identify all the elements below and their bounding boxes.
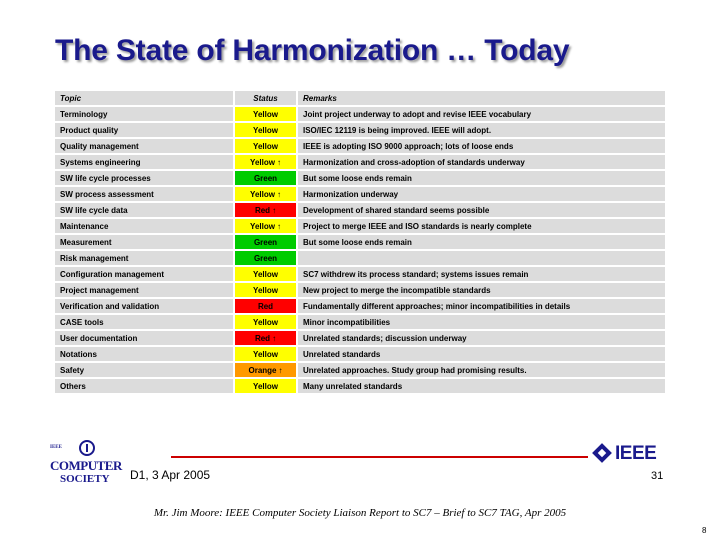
row-remarks: Unrelated standards; discussion underway xyxy=(297,330,666,346)
row-status xyxy=(234,234,297,250)
ieee-emblem-icon xyxy=(79,440,95,456)
up-arrow-icon: ↑ xyxy=(272,205,277,215)
harmonization-table-wrapper xyxy=(53,89,665,395)
logo-society: SOCIETY xyxy=(60,473,110,485)
row-status xyxy=(234,378,297,394)
row-remarks: Many unrelated standards xyxy=(297,378,666,394)
row-status xyxy=(234,170,297,186)
row-remarks: SC7 withdrew its process standard; systems issues remain xyxy=(297,266,666,282)
status-label: Yellow xyxy=(253,381,278,391)
ieee-logo xyxy=(593,443,673,465)
row-topic: SW process assessment xyxy=(54,186,234,202)
header-status: Status xyxy=(234,90,297,106)
up-arrow-icon: ↑ xyxy=(276,221,281,231)
row-remarks: Development of shared standard seems possible xyxy=(297,202,666,218)
status-label: Yellow xyxy=(250,221,275,231)
logo-ieee-small: IEEE xyxy=(50,445,62,450)
table-row xyxy=(54,154,666,170)
row-status xyxy=(234,122,297,138)
table-row xyxy=(54,346,666,362)
slide-title: The State of Harmonization … Today xyxy=(55,34,570,67)
row-remarks: IEEE is adopting ISO 9000 approach; lots of loose ends xyxy=(297,138,666,154)
row-topic: Others xyxy=(54,378,234,394)
row-remarks: But some loose ends remain xyxy=(297,234,666,250)
table-row xyxy=(54,250,666,266)
harmonization-table xyxy=(53,89,667,395)
up-arrow-icon: ↑ xyxy=(276,157,281,167)
table-header-row xyxy=(54,90,666,106)
row-remarks xyxy=(297,250,666,266)
row-remarks: Harmonization and cross-adoption of standards underway xyxy=(297,154,666,170)
row-remarks: Unrelated approaches. Study group had promising results. xyxy=(297,362,666,378)
table-row xyxy=(54,362,666,378)
header-topic: Topic xyxy=(54,90,234,106)
slide-caption: Mr. Jim Moore: IEEE Computer Society Liaison Report to SC7 – Brief to SC7 TAG, Apr 2005 xyxy=(153,507,567,519)
page-number: 8 xyxy=(702,526,707,535)
row-status xyxy=(234,298,297,314)
table-body xyxy=(54,106,666,394)
row-remarks: New project to merge the incompatible standards xyxy=(297,282,666,298)
table-row xyxy=(54,186,666,202)
row-status xyxy=(234,346,297,362)
row-status xyxy=(234,154,297,170)
row-remarks: Harmonization underway xyxy=(297,186,666,202)
row-remarks: But some loose ends remain xyxy=(297,170,666,186)
table-row xyxy=(54,314,666,330)
row-remarks: Fundamentally different approaches; minor incompatibilities in details xyxy=(297,298,666,314)
table-row xyxy=(54,170,666,186)
row-topic: Terminology xyxy=(54,106,234,122)
row-topic: Risk management xyxy=(54,250,234,266)
row-topic: Notations xyxy=(54,346,234,362)
row-status xyxy=(234,186,297,202)
status-label: Red xyxy=(257,301,274,311)
table-row xyxy=(54,218,666,234)
status-label: Yellow xyxy=(250,157,275,167)
status-label: Yellow xyxy=(253,141,278,151)
status-label: Yellow xyxy=(253,109,278,119)
row-topic: Measurement xyxy=(54,234,234,250)
row-status xyxy=(234,202,297,218)
status-label: Yellow xyxy=(253,285,278,295)
row-status xyxy=(234,314,297,330)
header-remarks: Remarks xyxy=(297,90,666,106)
row-topic: Safety xyxy=(54,362,234,378)
ieee-logo-text: IEEE xyxy=(615,443,657,464)
table-row xyxy=(54,234,666,250)
row-status xyxy=(234,282,297,298)
table-row xyxy=(54,282,666,298)
logo-computer: COMPUTER xyxy=(50,458,122,473)
table-row xyxy=(54,122,666,138)
status-label: Green xyxy=(253,237,278,247)
table-row xyxy=(54,138,666,154)
row-topic: Configuration management xyxy=(54,266,234,282)
status-label: Yellow xyxy=(253,269,278,279)
table-row xyxy=(54,330,666,346)
row-status xyxy=(234,330,297,346)
row-topic: CASE tools xyxy=(54,314,234,330)
table-row xyxy=(54,106,666,122)
row-topic: Product quality xyxy=(54,122,234,138)
row-remarks: Project to merge IEEE and ISO standards is nearly complete xyxy=(297,218,666,234)
row-status xyxy=(234,138,297,154)
up-arrow-icon: ↑ xyxy=(272,333,277,343)
row-status xyxy=(234,218,297,234)
slide xyxy=(43,18,677,492)
row-topic: SW life cycle processes xyxy=(54,170,234,186)
status-label: Yellow xyxy=(253,317,278,327)
status-label: Yellow xyxy=(253,349,278,359)
status-label: Yellow xyxy=(250,189,275,199)
row-remarks: Joint project underway to adopt and revise IEEE vocabulary xyxy=(297,106,666,122)
status-label: Yellow xyxy=(253,125,278,135)
row-topic: User documentation xyxy=(54,330,234,346)
row-topic: Maintenance xyxy=(54,218,234,234)
table-row xyxy=(54,202,666,218)
row-topic: SW life cycle data xyxy=(54,202,234,218)
status-label: Green xyxy=(253,173,278,183)
row-status xyxy=(234,106,297,122)
row-topic: Systems engineering xyxy=(54,154,234,170)
ieee-diamond-icon xyxy=(592,443,612,463)
table-row xyxy=(54,298,666,314)
row-remarks: Unrelated standards xyxy=(297,346,666,362)
computer-society-logo xyxy=(50,440,122,488)
up-arrow-icon: ↑ xyxy=(278,365,283,375)
row-topic: Verification and validation xyxy=(54,298,234,314)
row-topic: Quality management xyxy=(54,138,234,154)
row-remarks: Minor incompatibilities xyxy=(297,314,666,330)
table-row xyxy=(54,266,666,282)
status-label: Red xyxy=(254,333,271,343)
row-remarks: ISO/IEC 12119 is being improved. IEEE will adopt. xyxy=(297,122,666,138)
status-label: Orange xyxy=(248,365,277,375)
status-label: Green xyxy=(253,253,278,263)
slide-page-number: 31 xyxy=(651,470,664,482)
footer-divider xyxy=(171,456,588,458)
row-status xyxy=(234,250,297,266)
row-topic: Project management xyxy=(54,282,234,298)
table-row xyxy=(54,378,666,394)
row-status xyxy=(234,266,297,282)
slide-date: D1, 3 Apr 2005 xyxy=(130,468,211,482)
up-arrow-icon: ↑ xyxy=(276,189,281,199)
status-label: Red xyxy=(254,205,271,215)
row-status xyxy=(234,362,297,378)
